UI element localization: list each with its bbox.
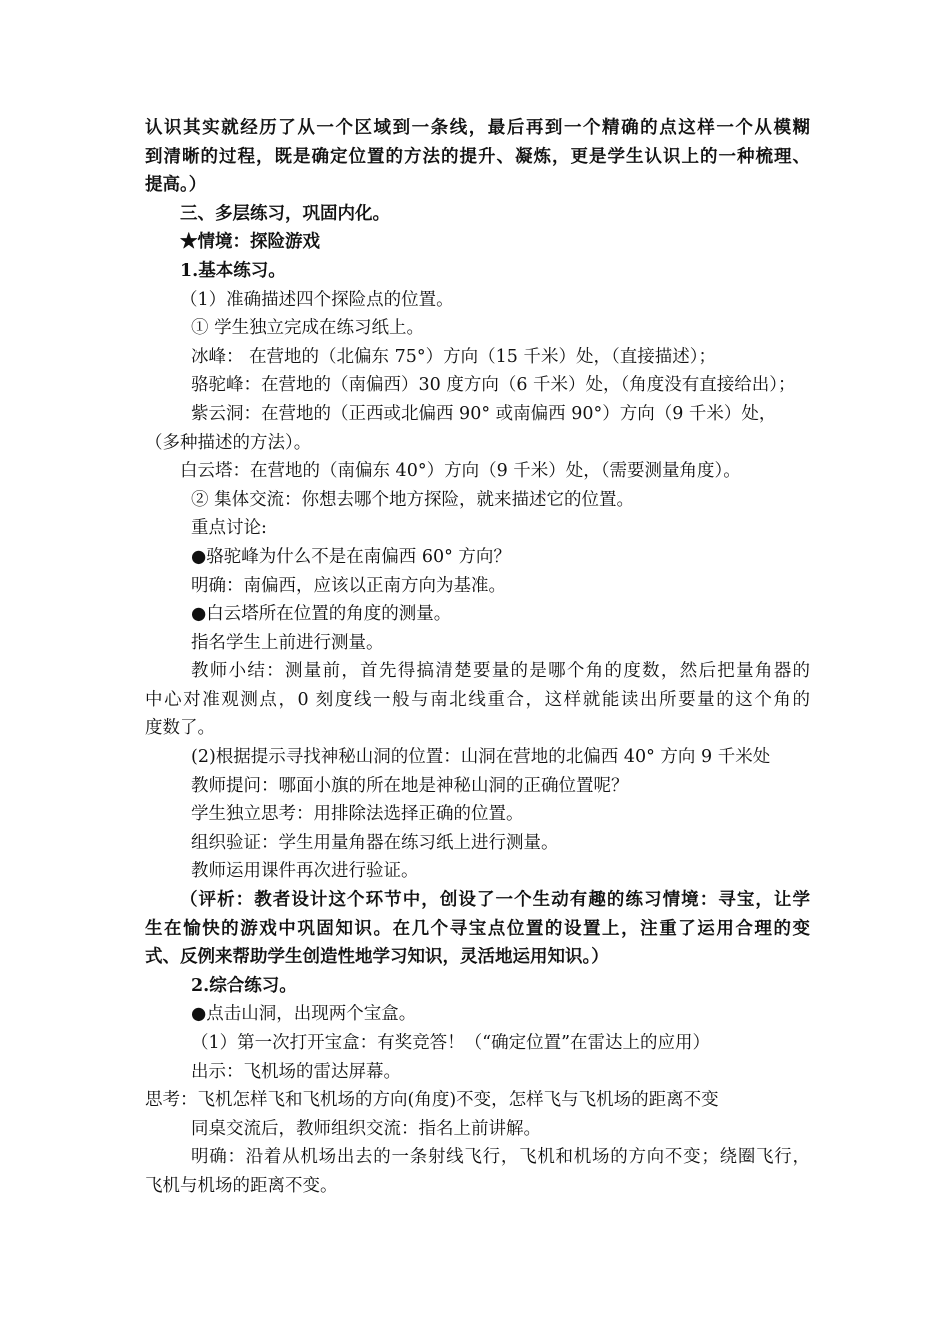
- location-tuotuofeng: 骆驼峰：在营地的（南偏西）30 度方向（6 千米）处，（角度没有直接给出）；: [191, 375, 796, 396]
- bullet-measure: ●白云塔所在位置的角度的测量。: [191, 604, 452, 625]
- review-paragraph-line: 认识其实就经历了从一个区域到一条线，最后再到一个精确的点这样一个从模糊: [145, 118, 810, 138]
- conclusion-line: 飞机与机场的距离不变。: [145, 1175, 338, 1196]
- location-ziyundong: 紫云洞：在营地的（正西或北偏西 90° 或南偏西 90°）方向（9 千米）处，: [191, 403, 777, 424]
- bullet-treasure: ●点击山洞，出现两个宝盒。: [191, 1004, 417, 1025]
- thinking-question: 思考：飞机怎样飞和飞机场的方向(角度)不变，怎样飞与飞机场的距离不变: [145, 1090, 719, 1111]
- section-heading: 三、多层练习，巩固内化。: [180, 203, 390, 224]
- teacher-question: 教师提问：哪面小旗的所在地是神秘山洞的正确位置呢？: [191, 775, 629, 796]
- measure-instruction: 指名学生上前进行测量。: [191, 632, 384, 653]
- teacher-summary-line: 中心对准观测点，0 刻度线一般与南北线重合，这样就能读出所要量的这个角的: [145, 689, 810, 710]
- review-paragraph-line: 提高。）: [145, 175, 207, 196]
- clarification: 明确：南偏西，应该以正南方向为基准。: [191, 575, 506, 596]
- student-thinking: 学生独立思考：用排除法选择正确的位置。: [191, 804, 524, 825]
- step-2: ② 集体交流：你想去哪个地方探险，就来描述它的位置。: [191, 489, 635, 510]
- item-2: (2)根据提示寻找神秘山洞的位置：山洞在营地的北偏西 40° 方向 9 千米处: [191, 747, 771, 768]
- discussion-heading: 重点讨论:: [191, 518, 267, 539]
- conclusion-line: 明确：沿着从机场出去的一条射线飞行，飞机和机场的方向不变；绕圈飞行，: [191, 1147, 810, 1168]
- document-page: [145, 114, 810, 1201]
- verification: 组织验证：学生用量角器在练习纸上进行测量。: [191, 832, 559, 853]
- location-bingfeng: 冰峰： 在营地的（北偏东 75°）方向（15 千米）处，（直接描述）；: [191, 346, 716, 367]
- scenario-heading: ★情境：探险游戏: [180, 232, 320, 253]
- review-paragraph-line: （评析：教者设计这个环节中，创设了一个生动有趣的练习情境：寻宝，让学: [180, 890, 810, 911]
- treasure-box-1: （1）第一次打开宝盒：有奖竞答！（“确定位置”在雷达上的应用）: [191, 1033, 711, 1053]
- review-paragraph-line: 式、反例来帮助学生创造性地学习知识，灵活地运用知识。）: [145, 947, 609, 968]
- teacher-summary-line: 度数了。: [145, 718, 215, 739]
- item-1: （1）准确描述四个探险点的位置。: [180, 289, 454, 310]
- comprehensive-practice-heading: 2.综合练习。: [191, 975, 297, 996]
- location-ziyundong-cont: （多种描述的方法）。: [145, 432, 312, 453]
- courseware-verification: 教师运用课件再次进行验证。: [191, 861, 419, 882]
- teacher-summary-line: 教师小结：测量前，首先得搞清楚要量的是哪个角的度数，然后把量角器的: [191, 661, 810, 682]
- location-baiyunta: 白云塔：在营地的（南偏东 40°）方向（9 千米）处，（需要测量角度）。: [180, 461, 741, 482]
- step-1: ① 学生独立完成在练习纸上。: [191, 318, 425, 339]
- peer-exchange: 同桌交流后，教师组织交流：指名上前讲解。: [191, 1118, 541, 1139]
- basic-practice-heading: 1.基本练习。: [180, 260, 286, 281]
- show-radar: 出示：飞机场的雷达屏幕。: [191, 1061, 401, 1082]
- review-paragraph-line: 生在愉快的游戏中巩固知识。在几个寻宝点位置的设置上，注重了运用合理的变: [145, 918, 810, 939]
- review-paragraph-line: 到清晰的过程，既是确定位置的方法的提升、凝炼，更是学生认识上的一种梳理、: [145, 146, 810, 167]
- bullet-question: ●骆驼峰为什么不是在南偏西 60° 方向？: [191, 546, 511, 567]
